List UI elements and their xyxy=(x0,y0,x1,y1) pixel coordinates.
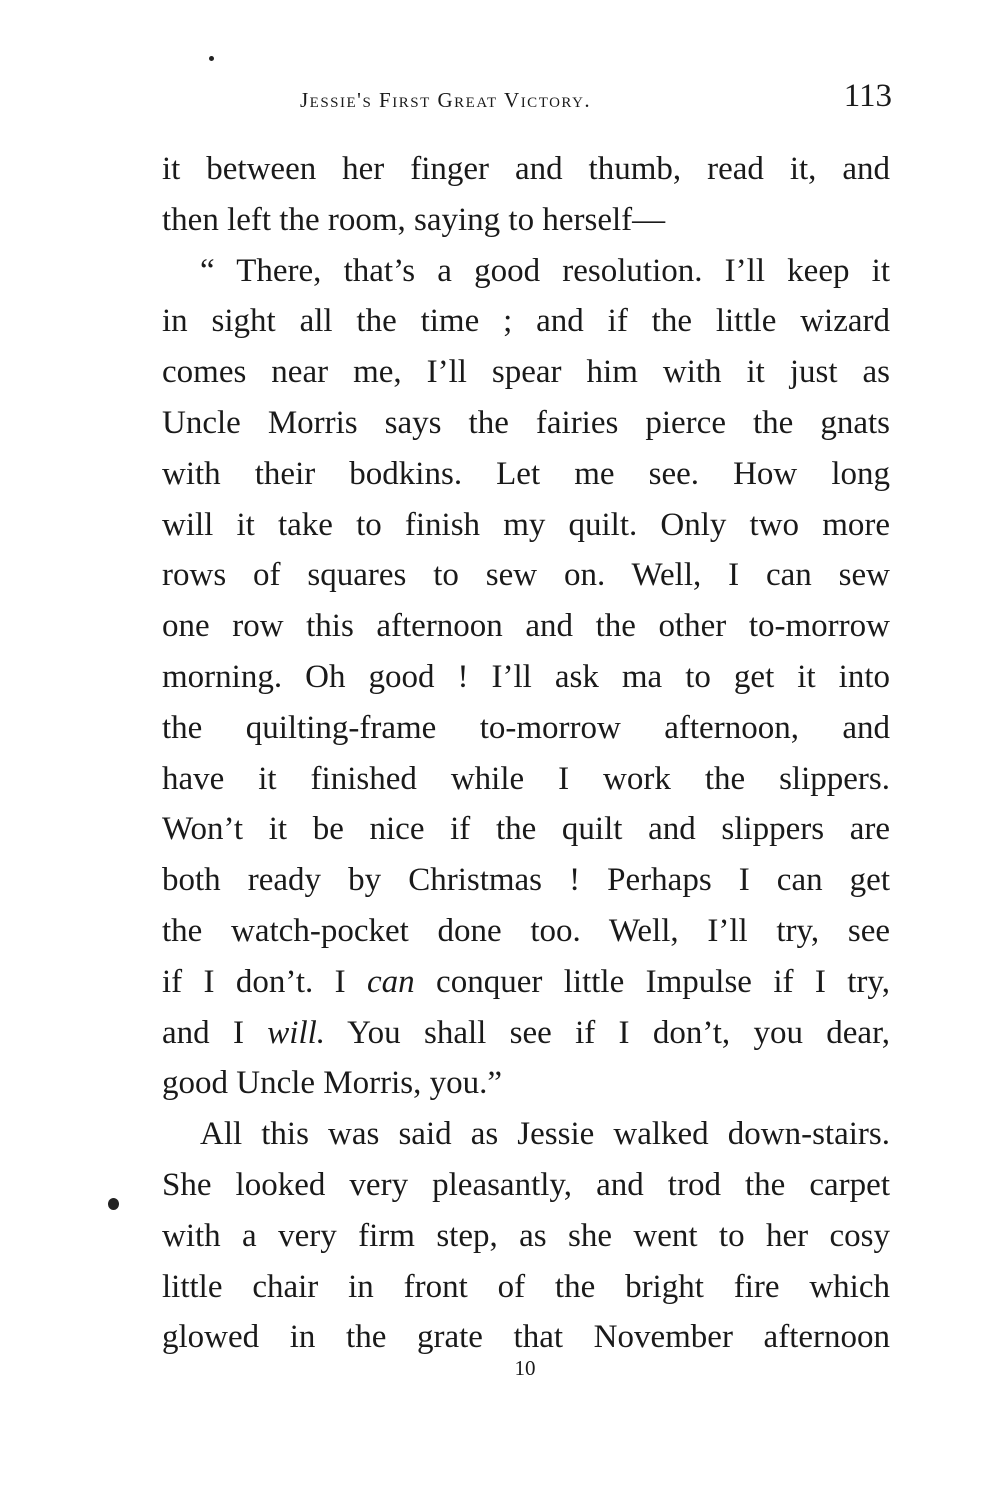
text-line: it between her finger and thumb, read it, and xyxy=(162,151,890,187)
body-text xyxy=(162,144,890,1363)
text-line: Won’t it be nice if the quilt and slippers are xyxy=(162,811,890,848)
text-line: morning. Oh good ! I’ll ask ma to get it into xyxy=(162,658,890,695)
text-line: both ready by Christmas ! Perhaps I can get xyxy=(162,862,890,899)
text-fragment: and I xyxy=(162,1014,268,1051)
text-line: one row this afternoon and the other to-morrow xyxy=(162,608,890,645)
text-line: will it take to finish my quilt. Only two more xyxy=(162,506,890,543)
page-header xyxy=(160,78,892,122)
text-line xyxy=(162,957,890,1008)
text-line: glowed in the grate that November afternoon xyxy=(162,1319,890,1356)
text-line: Uncle Morris says the fairies pierce the gnats xyxy=(162,404,890,441)
page-number: 113 xyxy=(843,78,892,114)
text-line: little chair in front of the bright fire which xyxy=(162,1268,890,1305)
text-line: comes near me, I’ll spear him with it just as xyxy=(162,354,890,391)
running-title: Jessie's First Great Victory. xyxy=(300,88,592,112)
signature-mark: 10 xyxy=(514,1356,536,1380)
text-fragment: conquer little Impulse if I try, xyxy=(414,963,891,1000)
text-line: with a very firm step, as she went to her cosy xyxy=(162,1217,890,1254)
text-line: rows of squares to sew on. Well, I can sew xyxy=(162,557,890,594)
text-line: the watch-pocket done too. Well, I’ll try, see xyxy=(162,912,890,949)
text-fragment: if I don’t. I xyxy=(162,963,368,1000)
text-line: have it finished while I work the slippers. xyxy=(162,760,890,797)
text-line xyxy=(162,1008,890,1059)
text-line: then left the room, saying to herself— xyxy=(162,201,666,238)
text-line: with their bodkins. Let me see. How long xyxy=(162,455,890,492)
text-line: All this was said as Jessie walked down-stairs. xyxy=(200,1116,890,1153)
ink-blot xyxy=(108,1198,119,1210)
text-line: in sight all the time ; and if the little wizard xyxy=(162,303,890,340)
emphasis-text: will. xyxy=(267,1014,326,1051)
emphasis-text: can xyxy=(367,963,415,1000)
text-line: good Uncle Morris, you.” xyxy=(162,1065,503,1102)
text-line: She looked very pleasantly, and trod the carpet xyxy=(162,1166,890,1203)
text-line: the quilting-frame to-morrow afternoon, and xyxy=(162,709,890,746)
ink-speck xyxy=(209,56,214,61)
text-line: “ There, that’s a good resolution. I’ll keep it xyxy=(200,252,890,289)
text-fragment: You shall see if I don’t, you dear, xyxy=(325,1014,890,1051)
